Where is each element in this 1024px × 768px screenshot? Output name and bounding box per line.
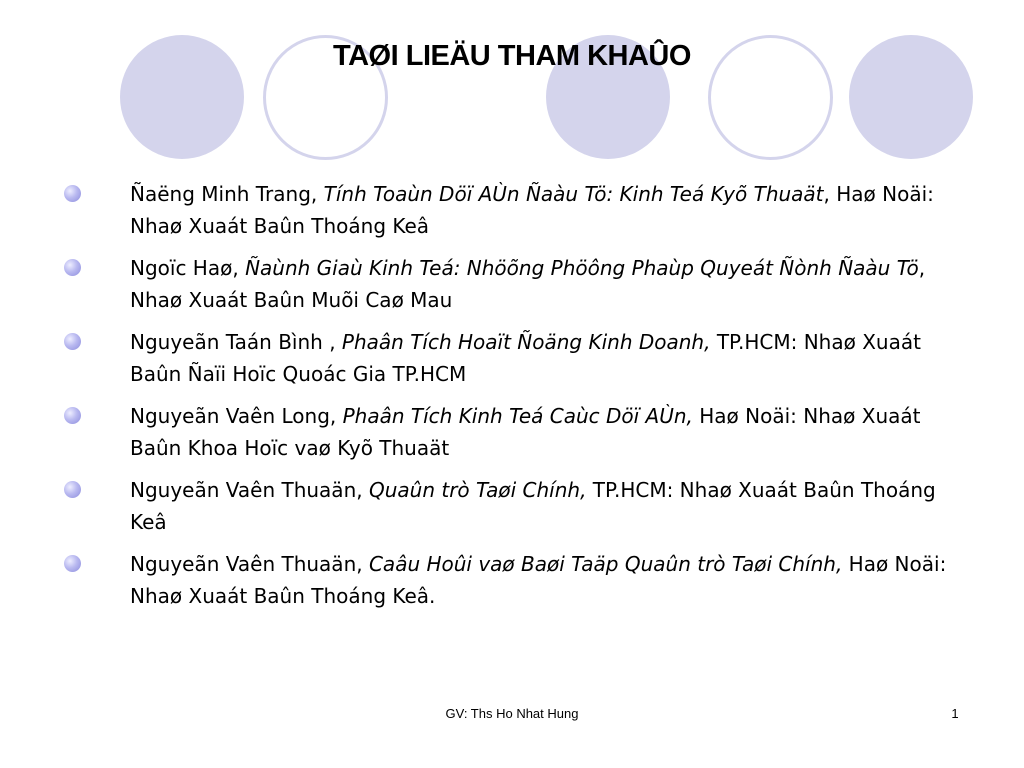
reference-author: Ngoïc Haø, [130, 256, 239, 280]
reference-work: Quaûn trò Taøi Chính, [368, 478, 587, 502]
reference-publisher: Haø Noäi: Nhaø Xuaát Baûn Thoáng Keâ. [130, 552, 947, 608]
reference-item [62, 548, 972, 612]
bullet-icon [64, 481, 81, 498]
footer-author: GV: Ths Ho Nhat Hung [445, 706, 579, 721]
bullet-icon [64, 185, 81, 202]
reference-item [62, 400, 972, 464]
reference-publisher: , Haø Noäi: Nhaø Xuaát Baûn Thoáng Keâ [130, 182, 934, 238]
reference-work: Phaân Tích Kinh Teá Caùc Döï AÙn, [342, 404, 693, 428]
reference-item [62, 178, 972, 242]
bullet-icon [64, 407, 81, 424]
reference-author: Nguyeãn Vaên Thuaän, [130, 552, 363, 576]
bullet-icon [64, 333, 81, 350]
reference-publisher: , Nhaø Xuaát Baûn Muõi Caø Mau [130, 256, 926, 312]
reference-publisher: TP.HCM: Nhaø Xuaát Baûn Thoáng Keâ [130, 478, 936, 534]
reference-author: Ñaëng Minh Trang, [130, 182, 318, 206]
bullet-icon [64, 555, 81, 572]
reference-item [62, 474, 972, 538]
reference-publisher: Haø Noäi: Nhaø Xuaát Baûn Khoa Hoïc vaø Kyõ Thuaät [130, 404, 921, 460]
reference-work: Tính Toaùn Döï AÙn Ñaàu Tö: Kinh Teá Kyõ Thuaät [323, 182, 824, 206]
reference-list [62, 178, 972, 622]
bullet-icon [64, 259, 81, 276]
reference-item [62, 252, 972, 316]
reference-item [62, 326, 972, 390]
page-number: 1 [951, 706, 959, 721]
reference-author: Nguyeãn Vaên Thuaän, [130, 478, 363, 502]
reference-author: Nguyeãn Taán Bình , [130, 330, 336, 354]
reference-publisher: TP.HCM: Nhaø Xuaát Baûn Ñaïi Hoïc Quoác Gia TP.HCM [130, 330, 921, 386]
reference-author: Nguyeãn Vaên Long, [130, 404, 337, 428]
reference-work: Ñaùnh Giaù Kinh Teá: Nhöõng Phöông Phaùp Quyeát Ñònh Ñaàu Tö [245, 256, 919, 280]
slide-title: TAØI LIEÄU THAM KHAÛO [333, 40, 691, 72]
reference-work: Phaân Tích Hoaït Ñoäng Kinh Doanh, [341, 330, 711, 354]
reference-work: Caâu Hoûi vaø Baøi Taäp Quaûn trò Taøi Chính, [368, 552, 843, 576]
